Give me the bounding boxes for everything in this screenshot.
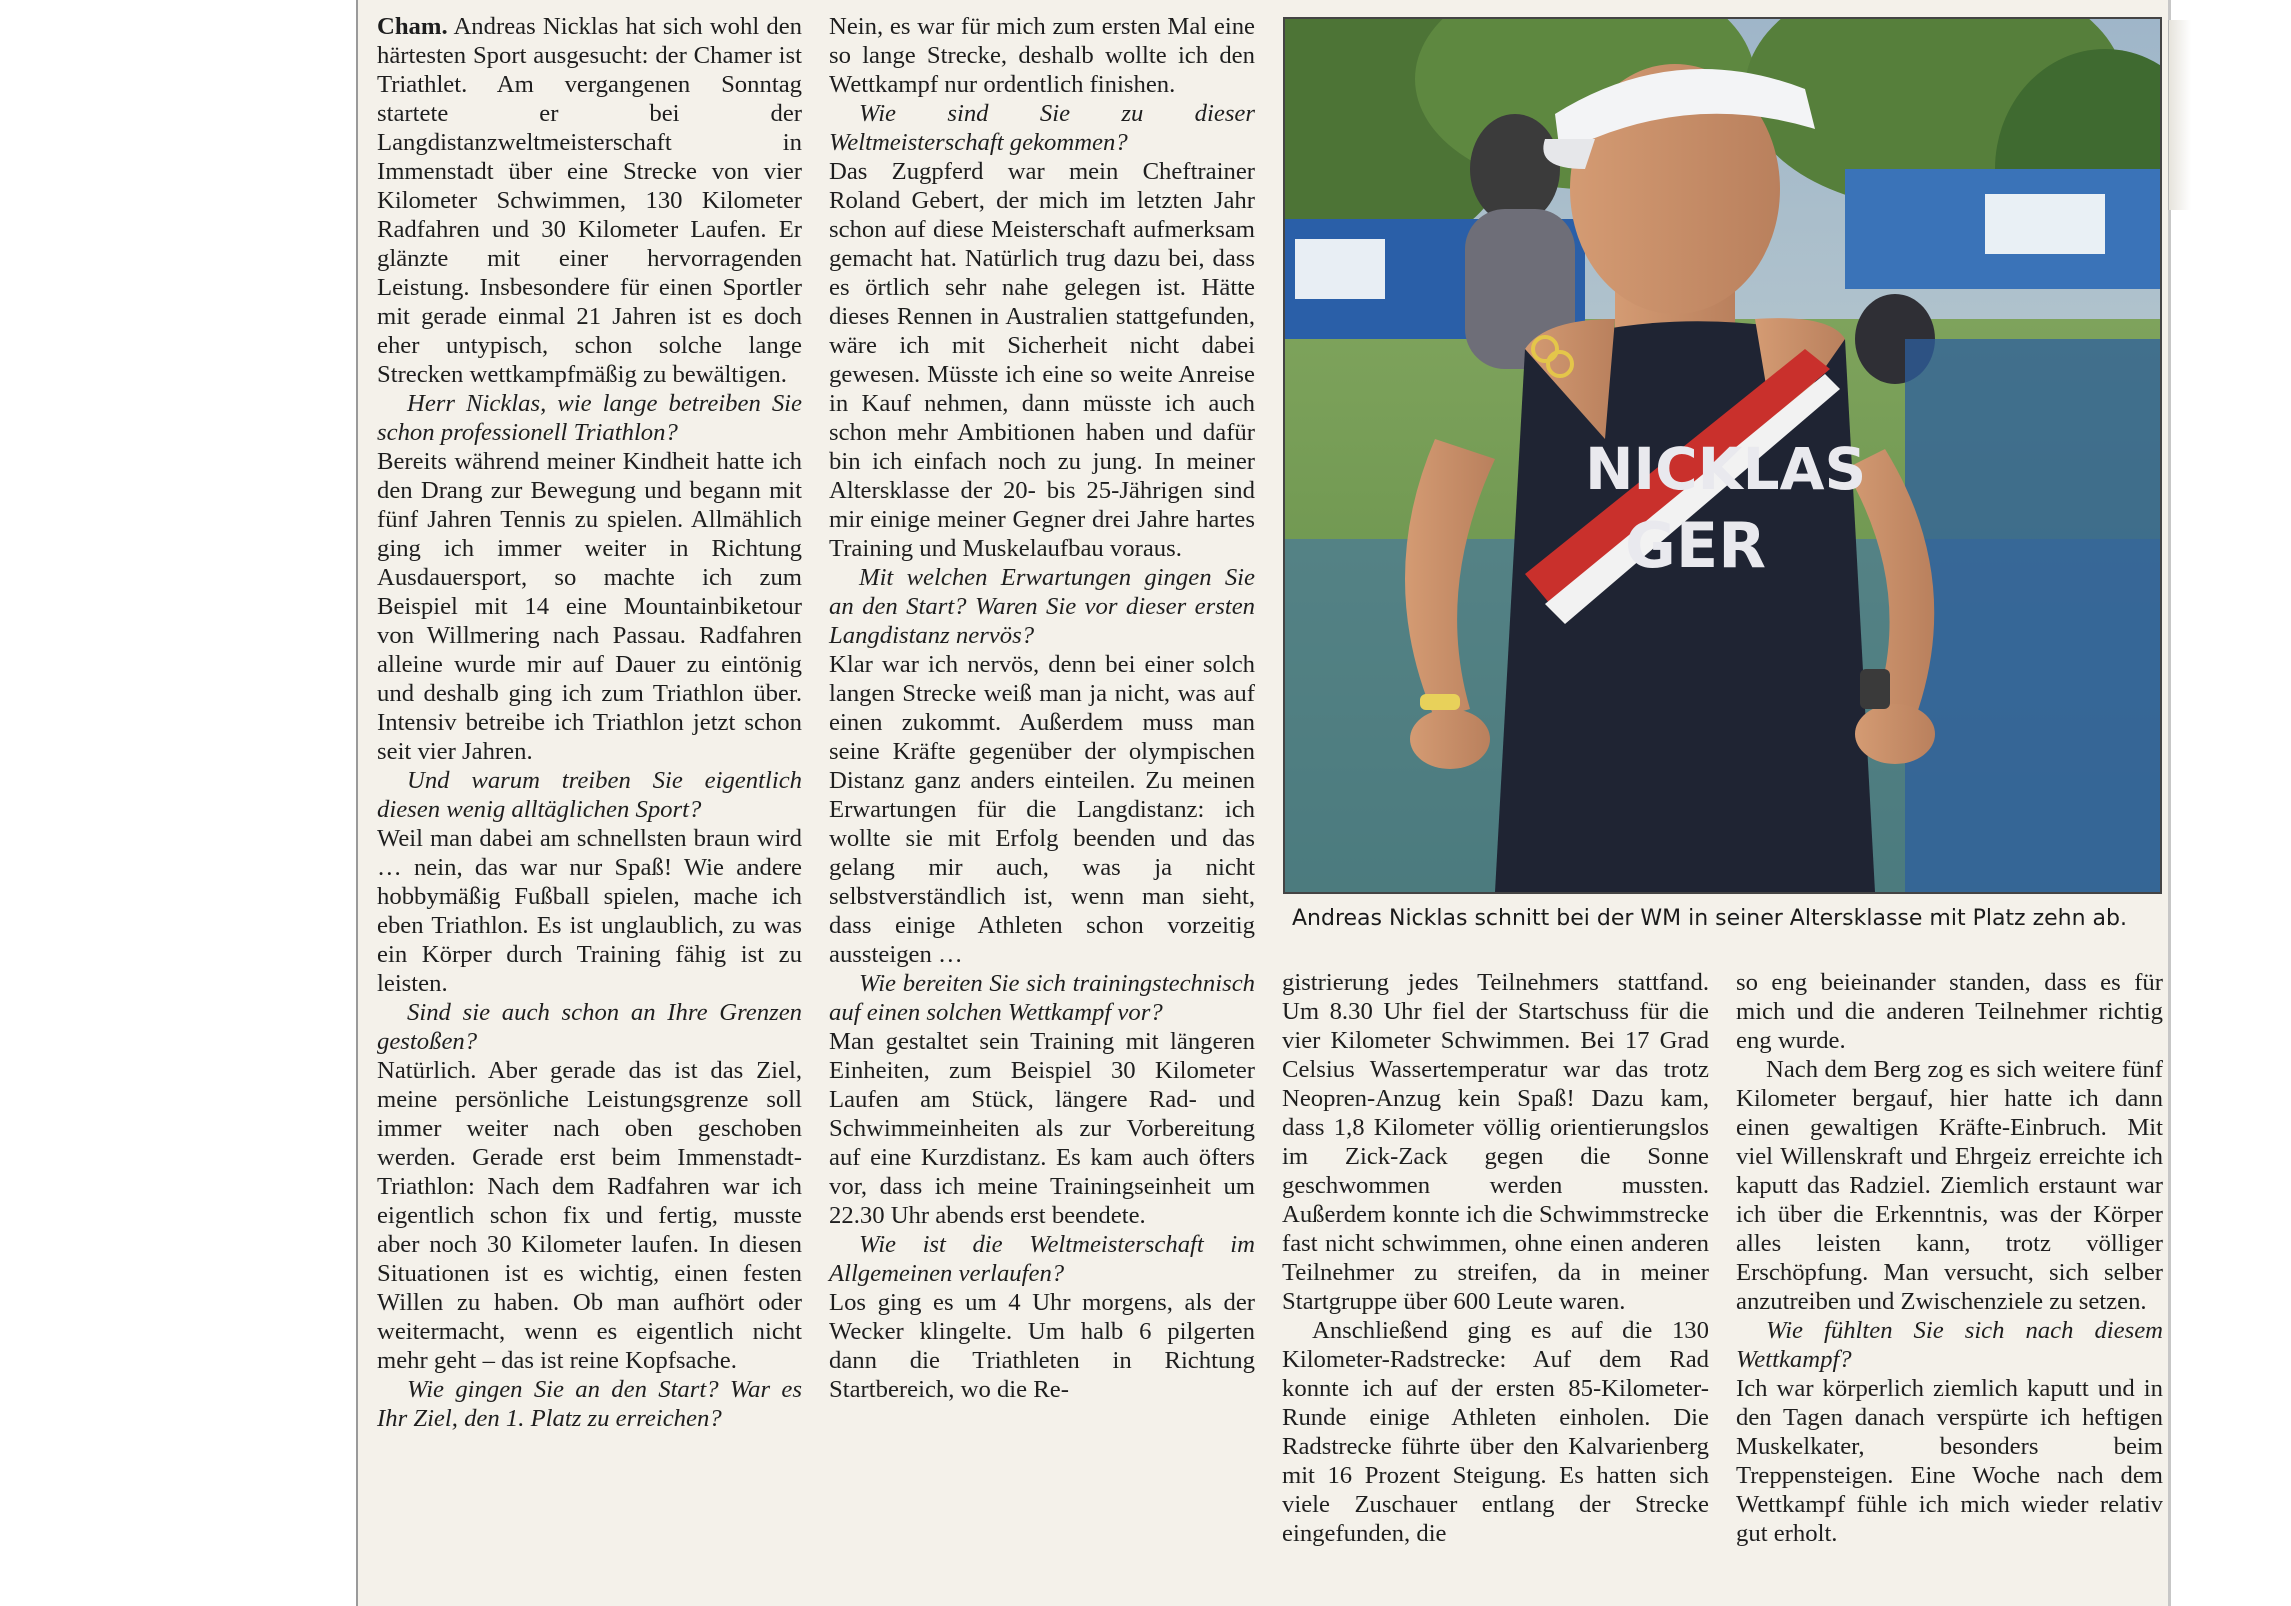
- paper-fold-edge: [2168, 20, 2191, 210]
- article-answer-paragraph: Weil man dabei am schnellsten braun wird … nein, das war nur Spaß! Wie andere hobbymäßig Fußball spielen, mache ich eben Triathlon. Es ist unglaublich, zu was ein Körper durch Training fähig ist zu leisten.: [377, 825, 802, 997]
- athlete-photo: [1283, 17, 2162, 894]
- article-dateline: Cham.: [377, 13, 448, 40]
- article-para-paragraph: Anschließend ging es auf die 130 Kilometer-Radstrecke: Auf dem Rad konnte ich auf der ersten 85-Kilometer-Runde einige Athleten einholen. Die Radstrecke führte über den Kalvarienberg mit 16 Prozent Steigung. Es hatten sich viele Zuschauer entlang der Strecke eingefunden, die: [1282, 1317, 1709, 1547]
- article-column-4: [1736, 968, 2163, 1548]
- photo-caption: Andreas Nicklas schnitt bei der WM in seiner Altersklasse mit Platz zehn ab.: [1292, 906, 2128, 931]
- jersey-country-text: GER: [1625, 509, 1766, 582]
- article-column-3: [1282, 968, 1709, 1548]
- article-question-paragraph: Herr Nicklas, wie lange betreiben Sie schon professionell Triathlon?: [377, 390, 802, 446]
- article-column-2: [829, 12, 1255, 1404]
- article-lead-text: Andreas Nicklas hat sich wohl den härtesten Sport ausgesucht: der Chamer ist Triathlet. Am vergangenen Sonntag startete er bei der Langdistanzweltmeisterschaft in Immenstadt über eine Strecke von vier Kilometer Schwimmen, 130 Kilometer Radfahren und 30 Kilometer Laufen. Er glänzte mit einer hervorragenden Leistung. Insbesondere für einen Sportler mit gerade einmal 21 Jahren ist es doch eher untypisch, schon solche lange Strecken wettkampfmäßig zu bewältigen.: [377, 13, 803, 388]
- article-question-paragraph: Wie fühlten Sie sich nach diesem Wettkampf?: [1736, 1317, 2163, 1373]
- article-question-paragraph: Sind sie auch schon an Ihre Grenzen gestoßen?: [377, 999, 802, 1055]
- article-column-1: [377, 12, 802, 1433]
- article-answer-paragraph: Nein, es war für mich zum ersten Mal eine so lange Strecke, deshalb wollte ich den Wettkampf nur ordentlich finishen.: [829, 13, 1255, 98]
- article-question-paragraph: Wie bereiten Sie sich trainingstechnisch auf einen solchen Wettkampf vor?: [829, 970, 1255, 1026]
- jersey-name-text: NICKLAS: [1585, 435, 1867, 503]
- article-answer-paragraph: Das Zugpferd war mein Cheftrainer Roland Gebert, der mich im letzten Jahr schon auf diese Meisterschaft aufmerksam gemacht hat. Natürlich trug dazu bei, dass es örtlich sehr nahe gelegen ist. Hätte dieses Rennen in Australien stattgefunden, wäre ich mit Sicherheit nicht dabei gewesen. Müsste ich eine so weite Anreise in Kauf nehmen, dann müsste ich auch schon mehr Ambitionen haben und dafür bin ich einfach noch zu jung. In meiner Altersklasse der 20- bis 25-Jährigen sind mir einige meiner Gegner drei Jahre hartes Training und Muskelaufbau voraus.: [829, 158, 1255, 562]
- article-answer-paragraph: Ich war körperlich ziemlich kaputt und in den Tagen danach verspürte ich heftigen Muskelkater, besonders beim Treppensteigen. Eine Woche nach dem Wettkampf fühle ich mich wieder relativ gut erholt.: [1736, 1375, 2163, 1547]
- article-answer-paragraph: so eng beieinander standen, dass es für mich und die anderen Teilnehmer richtig eng wurde.: [1736, 969, 2163, 1054]
- athlete-illustration: [1285, 19, 2160, 892]
- article-question-paragraph: Wie sind Sie zu dieser Weltmeisterschaft gekommen?: [829, 100, 1255, 156]
- article-answer-paragraph: Klar war ich nervös, denn bei einer solch langen Strecke weiß man ja nicht, was auf einen zukommt. Außerdem muss man seine Kräfte gegenüber der olympischen Distanz ganz anders einteilen. Zu meinen Erwartungen für die Langdistanz: ich wollte sie mit Erfolg beenden und das gelang mir auch, was ja nicht selbstverständlich ist, wenn man sieht, dass einige Athleten schon vorzeitig aussteigen …: [829, 651, 1255, 968]
- article-answer-paragraph: Bereits während meiner Kindheit hatte ich den Drang zur Bewegung und begann mit fünf Jahren Tennis zu spielen. Allmählich ging ich immer weiter in Richtung Ausdauersport, so machte ich zum Beispiel mit 14 eine Mountainbiketour von Willmering nach Passau. Radfahren alleine wurde mir auf Dauer zu eintönig und deshalb ging ich zum Triathlon über. Intensiv betreibe ich Triathlon jetzt schon seit vier Jahren.: [377, 448, 802, 765]
- article-answer-paragraph: Los ging es um 4 Uhr morgens, als der Wecker klingelte. Um halb 6 pilgerten dann die Triathleten in Richtung Startbereich, wo die Re-: [829, 1289, 1255, 1403]
- article-answer-paragraph: Natürlich. Aber gerade das ist das Ziel, meine persönliche Leistungsgrenze soll immer weiter nach oben geschoben werden. Gerade erst beim Immenstadt-Triathlon: Nach dem Radfahren war ich eigentlich schon fix und fertig, musste aber noch 30 Kilometer laufen. In diesen Situationen ist es wichtig, einen festen Willen zu haben. Ob man aufhört oder weitermacht, wenn es eigentlich nicht mehr geht – das ist reine Kopfsache.: [377, 1057, 802, 1374]
- article-question-paragraph: Mit welchen Erwartungen gingen Sie an den Start? Waren Sie vor dieser ersten Langdistanz nervös?: [829, 564, 1255, 649]
- article-answer-paragraph: gistrierung jedes Teilnehmers stattfand. Um 8.30 Uhr fiel der Startschuss für die vier Kilometer Schwimmen. Bei 17 Grad Celsius Wassertemperatur war das trotz Neopren-Anzug kein Spaß! Dazu kam, dass 1,8 Kilometer völlig orientierungslos im Zick-Zack gegen die Sonne geschwommen werden mussten. Außerdem konnte ich die Schwimmstrecke fast nicht schwimmen, ohne einen anderen Teilnehmer zu streifen, da in meiner Startgruppe über 600 Leute waren.: [1282, 969, 1709, 1315]
- article-lead-paragraph: [377, 12, 802, 389]
- article-question-paragraph: Und warum treiben Sie eigentlich diesen wenig alltäglichen Sport?: [377, 767, 802, 823]
- article-para-paragraph: Nach dem Berg zog es sich weitere fünf Kilometer bergauf, hier hatte ich dann einen gewaltigen Kräfte-Einbruch. Mit viel Willenskraft und Ehrgeiz erreichte ich kaputt das Radziel. Ziemlich erstaunt war ich über die Erkenntnis, was der Körper alles leisten kann, trotz völliger Erschöpfung. Man versucht, sich selber anzutreiben und Zwischenziele zu setzen.: [1736, 1056, 2163, 1315]
- article-question-paragraph: Wie ist die Weltmeisterschaft im Allgemeinen verlaufen?: [829, 1231, 1255, 1287]
- article-question-paragraph: Wie gingen Sie an den Start? War es Ihr Ziel, den 1. Platz zu erreichen?: [377, 1376, 802, 1432]
- article-answer-paragraph: Man gestaltet sein Training mit längeren Einheiten, zum Beispiel 30 Kilometer Laufen am Stück, längere Rad- und Schwimmeinheiten als zur Vorbereitung auf eine Kurzdistanz. Es kam auch öfters vor, dass ich meine Trainingseinheit um 22.30 Uhr abends erst beendete.: [829, 1028, 1255, 1229]
